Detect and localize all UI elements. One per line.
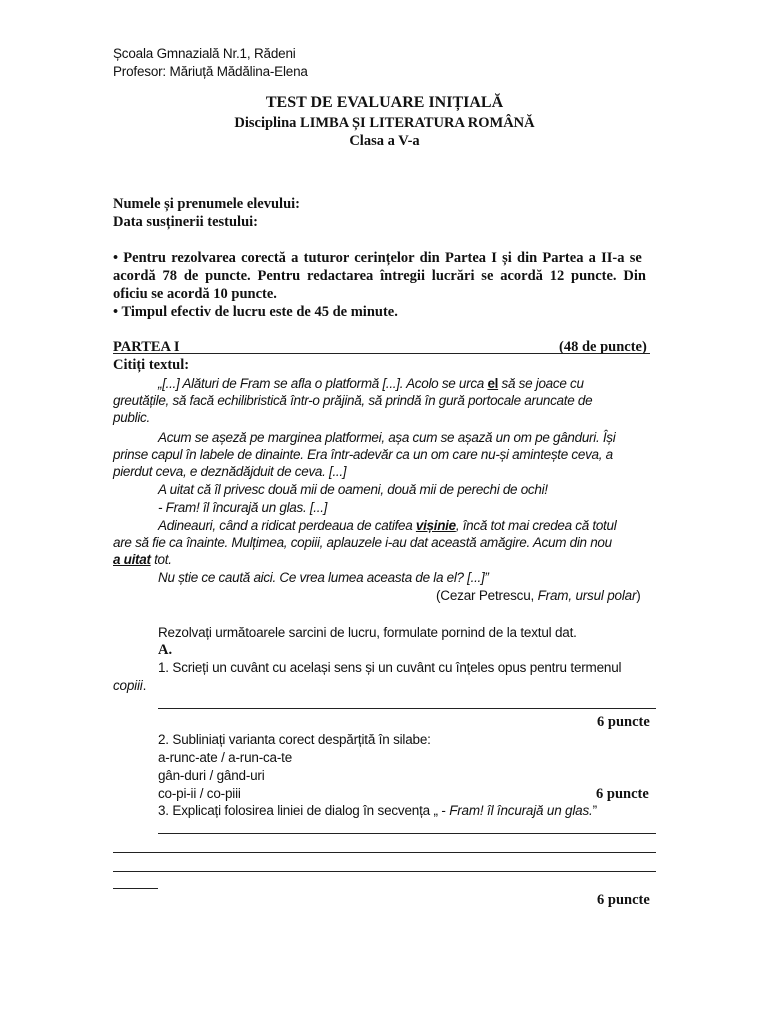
answer-line-1[interactable] [158,708,656,709]
text-line: a uitat tot. [113,552,172,567]
tasks-intro: Rezolvați următoarele sarcini de lucru, formulate pornind de la textul dat. [158,625,577,640]
question-2-points: 6 puncte [596,786,649,802]
highlighted-phrase-a-uitat: a uitat [113,552,151,567]
text-line: public. [113,410,150,425]
question-3-points: 6 puncte [597,892,650,908]
question-1: 1. Scrieți un cuvânt cu același sens și un cuvânt cu înțeles opus pentru termenul [158,660,622,675]
text-line: are să fie ca înainte. Mulțimea, copiii, aplauzele i-au dat această amăgire. Acum din nou [113,535,612,550]
text-line: Nu știe ce caută aici. Ce vrea lumea aceasta de la el? [...]” [158,570,489,585]
part-points: (48 de puncte) [559,339,647,355]
text-line: Adineauri, când a ridicat perdeaua de catifea vișinie, încă tot mai credea că totul [158,518,617,533]
question-2-option[interactable]: gân-duri / gând-uri [158,768,265,783]
test-date-label: Data susținerii testului: [113,214,258,230]
text-line: greutățile, să facă echilibristică într-o prăjină, să prindă în gură portocale aruncate de [113,393,593,408]
highlighted-word-el: el [487,376,499,391]
school-name: Școala Gmnazială Nr.1, Rădeni [113,46,296,61]
test-title: TEST DE EVALUARE INIȚIALĂ [265,94,504,111]
grade-title: Clasa a V-a [349,133,420,149]
highlighted-word-visinie: vișinie [415,518,456,533]
part-title: PARTEA I [113,339,180,355]
citation: (Cezar Petrescu, Fram, ursul polar) [436,588,641,603]
discipline-title: Disciplina LIMBA ȘI LITERATURA ROMÂNĂ [234,115,535,131]
instruction-line-2: acordă 78 de puncte. Pentru redactarea întregii lucrări se acordă 12 puncte. Din [113,268,646,284]
teacher-name: Profesor: Măriuță Mădălina-Elena [113,64,308,79]
section-label: A. [158,642,173,658]
answer-line-5[interactable] [113,888,158,889]
text-line: Acum se așeză pe marginea platformei, așa cum se așază un om pe gânduri. Își [158,430,616,445]
question-2-option[interactable]: co-pi-ii / co-piii [158,786,241,801]
instruction-line-1: • Pentru rezolvarea corectă a tuturor cerințelor din Partea I și din Partea a II-a se [113,250,642,266]
answer-line-2[interactable] [158,833,656,834]
text-line: pierdut ceva, e deznădăjduit de ceva. [...] [113,464,347,479]
text-line: - Fram! îl încurajă un glas. [...] [158,500,328,515]
text-line: prinse capul în labele de dinainte. Era într-adevăr ca un om care nu-și amintește ceva, a [113,447,613,462]
question-2: 2. Subliniați varianta corect despărțită în silabe: [158,732,431,747]
question-1-term: copiii. [113,678,147,693]
text-line: A uitat că îl privesc două mii de oameni, două mii de perechi de ochi! [158,482,548,497]
part-heading-underline [113,353,650,354]
question-1-points: 6 puncte [597,714,650,730]
answer-line-4[interactable] [113,871,656,872]
text-line: „[...] Alături de Fram se afla o platformă [...]. Acolo se urca el să se joace cu [158,376,584,391]
read-text-label: Citiți textul: [113,357,190,373]
question-2-option[interactable]: a-runc-ate / a-run-ca-te [158,750,293,765]
instruction-line-4: • Timpul efectiv de lucru este de 45 de minute. [113,304,398,320]
answer-line-3[interactable] [113,852,656,853]
instruction-line-3: oficiu se acordă 10 puncte. [113,286,277,302]
student-name-label: Numele și prenumele elevului: [113,196,301,212]
question-3: 3. Explicați folosirea liniei de dialog în secvența „ - Fram! îl încurajă un glas.” [158,803,597,818]
